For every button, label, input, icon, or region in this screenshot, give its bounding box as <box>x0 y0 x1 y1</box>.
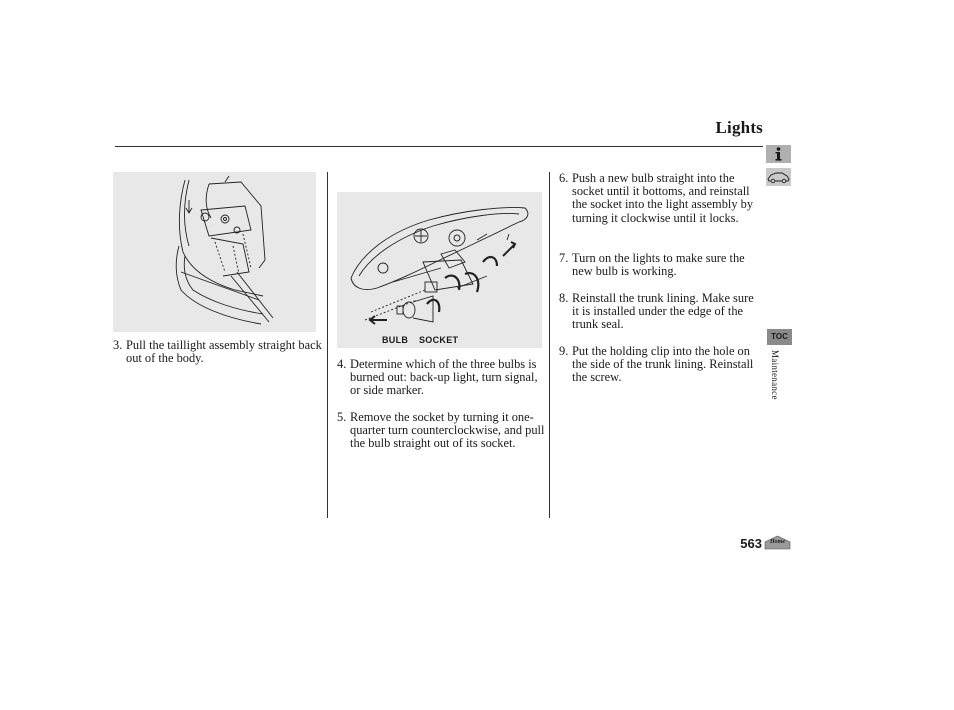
step-text: Pull the taillight assembly straight back out of the body. <box>126 338 322 366</box>
step-text: Determine which of the three bulbs is burned out: back-up light, turn signal, or side marker. <box>350 357 538 398</box>
step-number: 5. <box>337 410 347 424</box>
vehicle-index-button[interactable] <box>766 168 791 186</box>
step-5 <box>337 411 545 451</box>
info-icon <box>766 145 791 163</box>
step-number: 6. <box>559 171 569 185</box>
step-number: 9. <box>559 344 569 358</box>
step-text: Turn on the lights to make sure the new bulb is working. <box>572 251 745 279</box>
step-9 <box>559 345 756 385</box>
step-3 <box>113 339 323 365</box>
bulb-label: BULB <box>382 335 409 345</box>
step-number: 8. <box>559 291 569 305</box>
home-label: Home <box>770 539 785 545</box>
column-divider-right <box>549 172 550 518</box>
step-text: Push a new bulb straight into the socket until it bottoms, and reinstall the socket into the light assembly by turning it clockwise until it locks. <box>572 171 754 225</box>
home-button[interactable] <box>764 535 791 550</box>
bulb-socket-figure <box>337 192 542 348</box>
step-number: 7. <box>559 251 569 265</box>
step-text: Remove the socket by turning it one-quarter turn counterclockwise, and pull the bulb straight out of its socket. <box>350 410 545 451</box>
page-number: 563 <box>740 536 762 551</box>
step-number: 4. <box>337 357 347 371</box>
step-4 <box>337 358 545 398</box>
info-button[interactable] <box>766 145 791 163</box>
step-7 <box>559 252 756 278</box>
car-icon <box>766 168 791 186</box>
taillight-removal-illustration <box>113 172 316 332</box>
step-text: Reinstall the trunk lining. Make sure it is installed under the edge of the trunk seal. <box>572 291 754 332</box>
toc-button[interactable]: TOC <box>767 329 792 345</box>
section-tab-maintenance[interactable] <box>770 350 784 416</box>
taillight-removal-figure <box>113 172 316 332</box>
header-rule <box>115 146 763 147</box>
step-text: Put the holding clip into the hole on the side of the trunk lining. Reinstall the screw. <box>572 344 754 385</box>
step-8 <box>559 292 756 332</box>
page-title: Lights <box>715 118 763 137</box>
section-tab-label: Maintenance <box>770 350 780 400</box>
socket-label: SOCKET <box>419 335 459 345</box>
column-divider-left <box>327 172 328 518</box>
step-6 <box>559 172 756 225</box>
bulb-socket-illustration <box>337 192 542 348</box>
step-number: 3. <box>113 338 123 352</box>
